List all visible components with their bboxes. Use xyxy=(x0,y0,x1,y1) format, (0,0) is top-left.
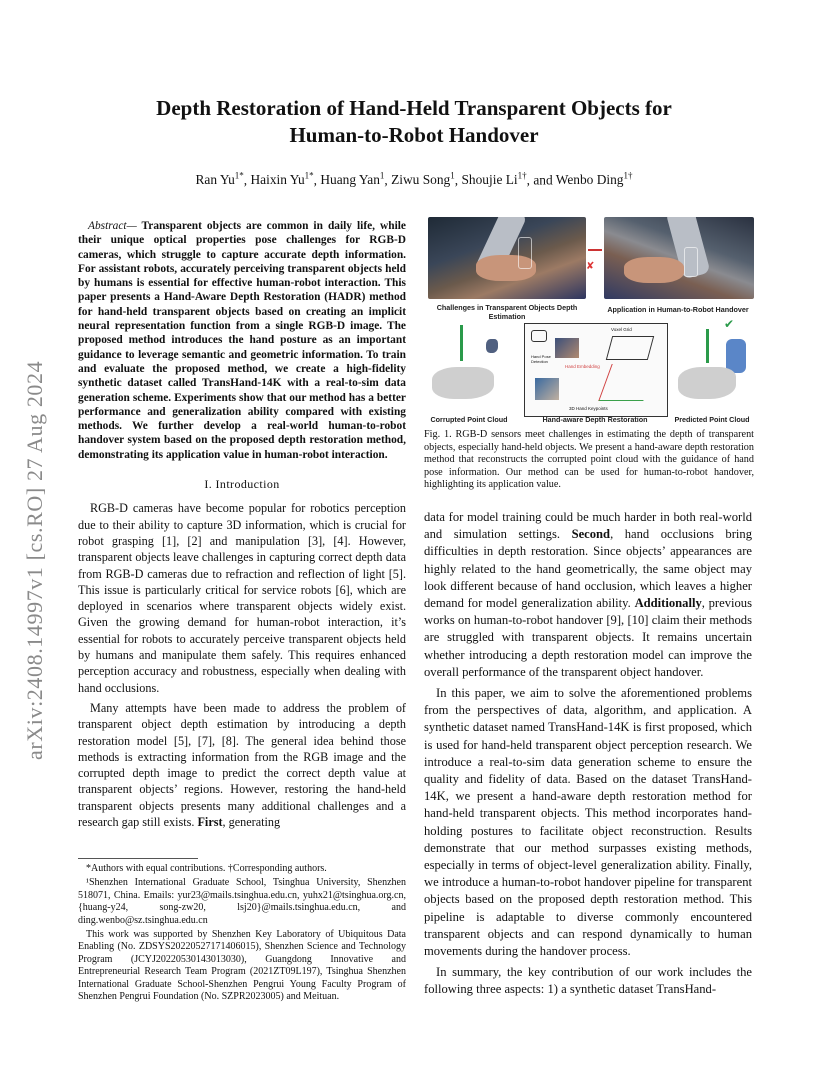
camera-icon xyxy=(531,330,547,342)
paragraph: Many attempts have been made to address the problem of transparent object depth estimation by introducing a depth restoration model [5], [7], [8]. The general idea behind those methods is extracting information from the RGB image and the corrupted depth image to predict the correct depth value at transparent objects’ regions. However, restoring the hand-held transparent objects presents many additional challenges and a research gap still exists. First, generating xyxy=(78,700,406,829)
footnotes xyxy=(78,858,406,1005)
up-arrow-icon xyxy=(706,329,709,363)
caption-hadr: Hand-aware Depth Restoration xyxy=(542,415,648,424)
down-arrow-icon xyxy=(460,325,463,361)
left-column xyxy=(78,219,406,834)
paragraph: data for model training could be much harder in both real-world and simulation settings. Second, hand occlusions bring difficulties in depth restoration. Since objects’ appearances are highly related to the hand geometrically, the same object may look different because of hand occlusion, which leaves a higher demand for model generalization ability. Additionally, previous works on human-to-robot handover [9], [10] claim their methods are struggled with transparent objects. It remains uncertain whether introducing a depth restoration model can improve the overall performance of the transparent object handover. xyxy=(424,510,753,679)
hand-embedding-label: Hand Embedding xyxy=(565,364,600,369)
predicted-object-cloud xyxy=(726,339,746,373)
hadr-diagram xyxy=(524,323,668,417)
figure-caption: Fig. 1. RGB-D sensors meet challenges in estimating the depth of transparent objects, especially hand-held objects. We present a hand-aware depth restoration method that reconstructs the corrupted point cloud with the guidance of hand pose information. Our method can be used for human-to-robot handover, highlighting its application value. xyxy=(424,429,754,491)
paragraph: In summary, the key contribution of our work includes the following three aspects: 1) a synthetic dataset TransHand- xyxy=(424,965,752,997)
footnote-rule xyxy=(78,858,198,859)
footnote: *Authors with equal contributions. †Corresponding authors. xyxy=(86,863,327,874)
right-column xyxy=(424,509,752,1003)
footnote: This work was supported by Shenzhen Key Laboratory of Ubiquitous Data Enabling (No. ZDSYS20220527171406015), Shenzhen Science and Technology Program (JCYJ20220530143013030), Guangdong Innovative and Entrepreneurial Research Team Program (2021ZT09L197), Tsinghua Shenzhen International Graduate School-Shenzhen Pengrui Young Faculty Program of Shenzhen Pengrui Foundation (No. SZPR2023005) and Meituan. xyxy=(78,929,406,1003)
hand-keypoints-graphic xyxy=(598,364,656,401)
author: Ziwu Song$^1$ xyxy=(391,171,455,188)
author: Ran $Yu^{1*}$ xyxy=(195,171,244,188)
handover-photo-success xyxy=(604,217,754,299)
paragraph: In this paper, we aim to solve the aforementioned problems from the perspectives of data, algorithm, and application. A synthetic dataset named TransHand-14K is first proposed, which is used for hand-held transparent object perception research. We introduce a real-to-sim data generation scheme to ensure the quality and fidelity of data. Based on the dataset TransHand-14K, we present a hand-aware depth restoration method for hand-held transparent objects. This method incorporates hand-holding postures to facilitate object reconstruction. Results demonstrate that our method surpasses existing methods, especially in terms of object-level generalization ability. Finally, we introduce a human-to-robot handover pipeline for transparent objects based on the proposed depth restoration method. This pipeline is adaptable to diverse commonly encountered transparent objects and can respond dynamically to human movements during the handover process. xyxy=(424,686,752,959)
voxel-grid-label: Voxel Grid xyxy=(611,327,632,332)
caption-application: Application in Human-to-Robot Handover xyxy=(607,305,749,314)
predicted-hand-cloud xyxy=(678,367,736,399)
author: Shoujie $Li^{1\dagger}$ xyxy=(461,171,527,188)
figure-1 xyxy=(424,217,754,427)
cross-icon: ✘ xyxy=(586,261,595,272)
arxiv-identifier: arXiv:2408.14997v1 [cs.RO] 27 Aug 2024 xyxy=(22,360,47,760)
voxel-grid-icon xyxy=(606,336,654,360)
keypoints-label: 3D Hand Keypoints xyxy=(569,406,608,411)
corrupted-hand-cloud xyxy=(432,367,494,399)
object-fragment xyxy=(486,339,498,353)
hand-pose-label: Hand Pose Detection xyxy=(531,354,551,364)
caption-challenges: Challenges in Transparent Objects Depth Estimation xyxy=(436,303,578,321)
abstract: Abstract— Transparent objects are common in daily life, while their unique optical properties pose challenges for RGB-D cameras, which struggle to capture accurate depth information. For assistant robots, accurately perceiving transparent objects held by humans is essential for effective human-robot interaction. This paper presents a Hand-Aware Depth Restoration (HADR) method for hand-held transparent objects based on creating an implicit neural representation function from a single RGB-D image. The proposed method introduces the hand posture as an important guidance to leverage semantic and geometric information. To train and evaluate the proposed method, we create a high-fidelity synthetic dataset called TransHand-14K with a real-to-sim data generation scheme. Experiments show that our method has a better performance and generalization ability compared with existing methods. We further develop a real-world human-to-robot handover system based on the proposed depth restoration method, demonstrating its application value in human-robot interaction. xyxy=(78,220,406,461)
handover-photo-failure xyxy=(428,217,586,299)
author-list: Ran $Yu^{1*}$, Haixin $Yu^{1*}$, Huang Yan$^1$, Ziwu Song$^1$, Shoujie $Li^{1\dagger}$, and Wenbo Ding$^{1\dagger}$ xyxy=(195,171,633,188)
author: Huang Yan$^1$ xyxy=(320,171,385,188)
paper-title: Depth Restoration of Hand-Held Transparent Objects for Human-to-Robot Handover xyxy=(156,96,672,147)
author: Wenbo Ding$^{1\dagger}$ xyxy=(555,171,633,188)
depth-image xyxy=(535,378,559,400)
rgb-image xyxy=(555,338,579,358)
arrow-icon xyxy=(588,249,602,251)
check-icon: ✔ xyxy=(724,317,735,331)
caption-corrupted: Corrupted Point Cloud xyxy=(430,415,508,424)
caption-predicted: Predicted Point Cloud xyxy=(674,415,750,424)
footnote: ¹Shenzhen International Graduate School, Tsinghua University, Shenzhen 518071, China. Emails: yur23@mails.tsinghua.edu.cn, yuhx21@tsinghua.org.cn, {huang-y24, song-zw20, lsj20}@mails.tsinghua.edu.cn, and ding.wenbo@sz.tsinghua.edu.cn xyxy=(78,877,406,926)
author: Haixin $Yu^{1*}$ xyxy=(250,171,314,188)
section-heading: I. Introduction xyxy=(204,477,280,492)
paragraph: RGB-D cameras have become popular for robotics perception due to their ability to capture 3D information, which is crucial for robot grasping [1], [2] and manipulation [3], [4]. However, transparent objects leave challenges in capturing correct depth data from RGB-D cameras due to refraction and reflection of light [5]. This issue is particularly critical for service robots [6], which are deployed in scenarios where transparent objects widely exist. Given the growing demand for human-robot interaction, it’s essential for robots to accurately perceive transparent objects held by humans and manipulate them safely. This requires enhanced perception accuracy and robustness, especially when dealing with hand occlusions. xyxy=(78,501,406,695)
